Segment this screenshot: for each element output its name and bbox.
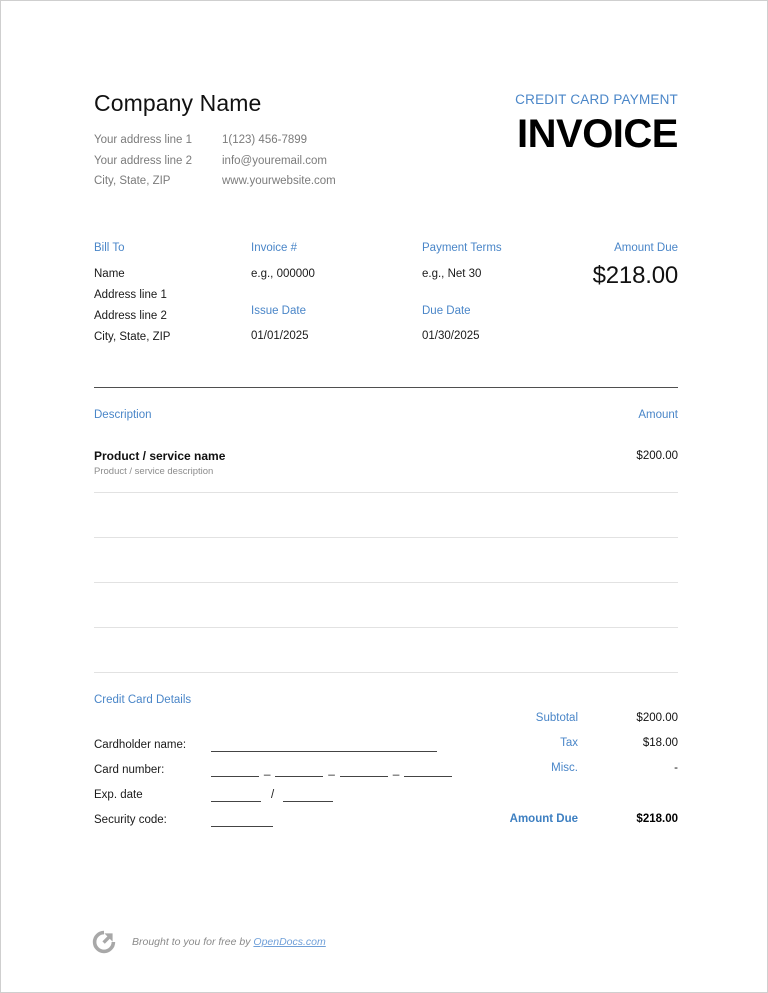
issue-date-value: 01/01/2025 [251,330,309,342]
line-item-description: Product / service description [94,466,214,477]
invoice-sheet [1,1,768,993]
issue-date-label: Issue Date [251,304,306,317]
card-number-separator: _ [264,763,271,776]
credit-card-details-title: Credit Card Details [94,694,192,706]
company-contact-row [94,171,678,192]
column-header-amount: Amount [638,409,678,421]
payment-terms-value: e.g., Net 30 [422,267,482,280]
card-number-separator: _ [392,763,400,776]
column-header-description: Description [94,409,152,421]
bill-to-address [94,264,244,348]
expiry-year-blank[interactable] [283,788,333,802]
company-name: Company Name [94,90,262,116]
document-kicker: CREDIT CARD PAYMENT [515,92,678,107]
invoice-number-label: Invoice # [251,242,298,254]
bill-to-address-line-1: Address line 1 [94,288,167,301]
bill-to-column [94,243,244,348]
footer-credit-prefix: Brought to you for free by [132,936,254,948]
opendocs-link[interactable]: OpenDocs.com [253,936,326,948]
empty-line-item-row [94,538,678,582]
company-city-state-zip: City, State, ZIP [94,175,171,188]
invoice-number-column [251,243,411,346]
card-number-blank-2[interactable] [275,763,323,777]
expiry-date-row [94,777,444,802]
expiry-date-label: Exp. date [94,788,143,801]
amount-due-column [494,243,678,289]
expiry-date-input-group[interactable] [211,788,333,802]
card-number-row [94,752,444,777]
tax-row [448,731,678,756]
security-code-blank[interactable] [211,813,273,827]
due-date-label: Due Date [422,304,471,317]
subtotal-value: $200.00 [636,712,678,724]
footer-credit-text [132,935,326,949]
line-items-table [94,387,678,673]
payment-terms-label: Payment Terms [422,242,502,254]
empty-line-item-row [94,493,678,537]
subtotal-row [448,706,678,731]
table-bottom-rule [94,672,678,673]
total-amount-due-label: Amount Due [509,813,578,825]
credit-card-details-block [94,695,444,827]
company-phone: 1(123) 456-7899 [222,134,308,147]
bill-to-label: Bill To [94,242,125,254]
security-code-row [94,802,444,827]
card-number-separator: _ [328,763,335,776]
external-link-circle-icon [91,929,117,955]
invoice-number-value: e.g., 000000 [251,267,315,280]
empty-line-item-row [94,583,678,627]
card-number-label: Card number: [94,763,165,776]
card-number-blank-3[interactable] [340,763,388,777]
bill-to-name: Name [94,267,125,280]
line-item-amount: $200.00 [636,450,678,462]
credit-card-fields [94,727,444,827]
company-address-line-2: Your address line 2 [94,154,193,167]
security-code-input-group[interactable] [211,813,273,827]
expiry-date-separator: / [271,788,275,801]
cardholder-name-row [94,727,444,752]
bill-to-address-line-2: Address line 2 [94,309,167,322]
due-date-value: 01/30/2025 [422,330,480,342]
document-title: INVOICE [517,111,678,156]
card-number-blank-4[interactable] [404,763,452,777]
bill-to-city-state-zip: City, State, ZIP [94,330,171,343]
document-title-block [515,93,678,155]
line-item-description-cell [94,449,225,479]
company-website: www.yourwebsite.com [222,175,336,188]
misc-label: Misc. [551,762,578,774]
empty-line-item-row [94,628,678,672]
total-amount-due-row [448,807,678,832]
due-date-group [422,306,587,347]
card-number-blank-1[interactable] [211,763,259,777]
cardholder-name-blank[interactable] [211,738,437,752]
line-item-name: Product / service name [94,449,226,463]
amount-due-value: $218.00 [592,261,678,289]
security-code-label: Security code: [94,813,167,826]
tax-label: Tax [560,737,578,749]
line-items-header [94,388,678,421]
tax-value: $18.00 [642,737,678,749]
invoice-meta-grid [94,243,678,363]
company-email: info@youremail.com [222,154,327,167]
amount-due-label: Amount Due [614,242,678,254]
totals-block [448,706,678,832]
subtotal-label: Subtotal [535,712,578,724]
company-address-line-1: Your address line 1 [94,134,193,147]
expiry-month-blank[interactable] [211,788,261,802]
misc-row [448,756,678,781]
line-item-row [94,421,678,492]
issue-date-group [251,306,411,347]
cardholder-name-label: Cardholder name: [94,738,187,751]
cardholder-name-input-group[interactable] [211,738,437,752]
total-amount-due-value: $218.00 [636,813,678,825]
card-number-input-group[interactable] [211,763,452,777]
footer [91,929,326,955]
misc-value: - [674,762,678,774]
